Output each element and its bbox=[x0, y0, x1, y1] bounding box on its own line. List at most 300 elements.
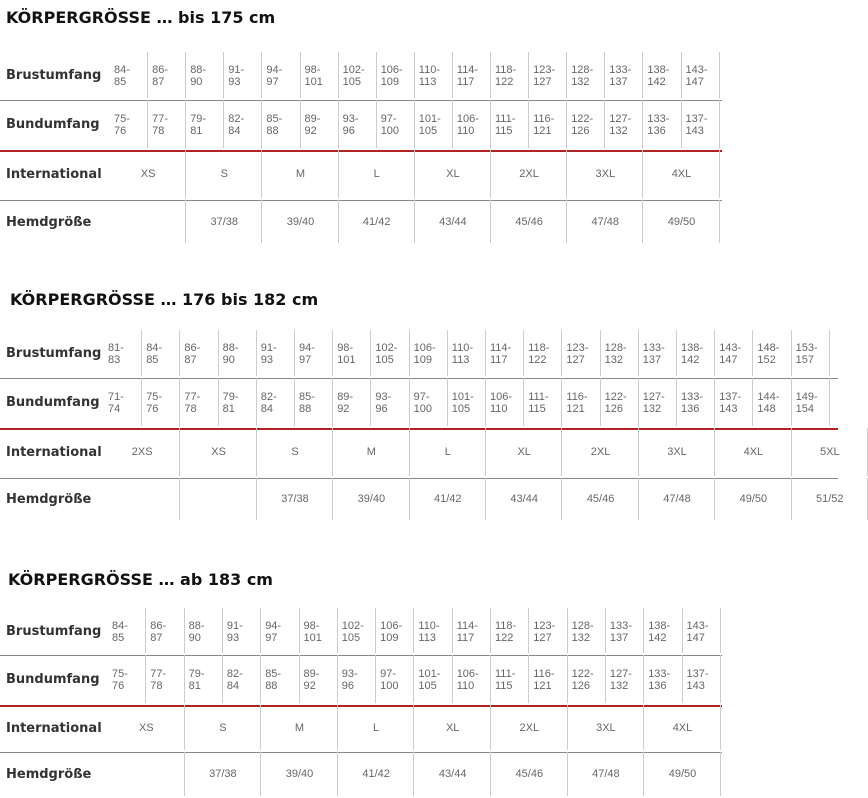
range-start: 123- bbox=[533, 64, 556, 76]
range-end: 132 bbox=[642, 403, 662, 415]
column-divider bbox=[720, 705, 721, 750]
international-size-cell: S bbox=[291, 446, 299, 458]
international-size-cell: L bbox=[444, 446, 451, 458]
range-start: 143- bbox=[719, 342, 742, 354]
chest-cell bbox=[148, 64, 186, 88]
range-end: 126 bbox=[571, 680, 590, 692]
range-end: 97 bbox=[266, 76, 279, 88]
range-start: 106- bbox=[380, 619, 403, 632]
range-start: 123- bbox=[533, 619, 556, 632]
column-divider bbox=[719, 100, 720, 148]
waist-cell bbox=[410, 391, 448, 415]
range-end: 83 bbox=[108, 354, 121, 366]
chest-cell bbox=[339, 64, 377, 88]
waist-cell bbox=[568, 668, 606, 692]
range-end: 136 bbox=[648, 680, 667, 692]
international-row-label: International bbox=[6, 445, 102, 460]
chest-cell bbox=[300, 620, 338, 644]
hemdgroesse-row-label: Hemdgröße bbox=[6, 214, 92, 230]
shirt-size-cell: 45/46 bbox=[515, 215, 543, 228]
chest-cell bbox=[142, 342, 180, 366]
range-end: 81 bbox=[222, 403, 235, 415]
waist-cell bbox=[567, 113, 605, 137]
waist-cell bbox=[448, 391, 486, 415]
range-end: 105 bbox=[375, 354, 394, 366]
range-start: 86- bbox=[150, 619, 167, 632]
bundumfang-row-label: Bundumfang bbox=[6, 117, 100, 132]
range-end: 136 bbox=[647, 125, 666, 137]
waist-cell bbox=[108, 668, 146, 692]
range-start: 97- bbox=[413, 391, 430, 403]
range-end: 76 bbox=[114, 125, 127, 137]
range-start: 133- bbox=[609, 64, 632, 76]
red-divider-line bbox=[0, 150, 722, 152]
waist-cell bbox=[677, 391, 715, 415]
shirt-size-cell: 49/50 bbox=[668, 768, 697, 780]
waist-cell bbox=[224, 113, 262, 137]
range-end: 122 bbox=[528, 354, 547, 366]
range-start: 114- bbox=[456, 64, 479, 76]
range-start: 116- bbox=[566, 391, 588, 403]
range-end: 115 bbox=[495, 680, 513, 692]
range-end: 88 bbox=[299, 403, 312, 415]
chest-cell bbox=[562, 342, 600, 366]
range-end: 122 bbox=[495, 76, 514, 88]
range-end: 137 bbox=[609, 631, 629, 644]
range-start: 106- bbox=[490, 391, 513, 403]
range-end: 81 bbox=[190, 125, 203, 137]
range-start: 77- bbox=[184, 391, 201, 403]
brustumfang-row-label: Brustumfang bbox=[6, 346, 102, 361]
waist-cell bbox=[529, 113, 567, 137]
range-start: 122- bbox=[571, 113, 594, 125]
range-end: 121 bbox=[566, 403, 585, 415]
range-start: 85- bbox=[265, 668, 282, 680]
waist-cell bbox=[376, 668, 414, 692]
range-start: 118- bbox=[495, 619, 517, 632]
shirt-size-cell: 41/42 bbox=[434, 493, 462, 505]
range-end: 127 bbox=[533, 631, 552, 644]
range-end: 97 bbox=[299, 354, 312, 366]
waist-cell bbox=[110, 113, 148, 137]
waist-cell bbox=[644, 668, 682, 692]
chest-cell bbox=[448, 342, 486, 366]
range-start: 110- bbox=[418, 619, 440, 632]
shirt-size-cell: 37/38 bbox=[210, 215, 239, 228]
chest-cell bbox=[639, 342, 677, 366]
chest-cell bbox=[257, 342, 295, 366]
range-start: 98- bbox=[337, 342, 354, 354]
range-start: 89- bbox=[304, 113, 321, 125]
waist-cell bbox=[486, 391, 524, 415]
range-end: 148 bbox=[757, 403, 776, 415]
range-start: 133- bbox=[642, 342, 665, 354]
chest-cell bbox=[180, 342, 218, 366]
range-start: 86- bbox=[184, 342, 201, 354]
waist-cell bbox=[186, 113, 224, 137]
range-end: 143 bbox=[719, 403, 738, 415]
range-start: 106- bbox=[413, 342, 436, 354]
waist-cell bbox=[414, 668, 452, 692]
range-end: 142 bbox=[681, 354, 700, 366]
international-size-cell: XS bbox=[138, 721, 154, 734]
waist-cell bbox=[453, 113, 491, 137]
range-end: 105 bbox=[451, 403, 471, 415]
chest-cell bbox=[792, 342, 830, 366]
international-size-cell: 4XL bbox=[672, 721, 693, 734]
range-start: 137- bbox=[686, 668, 709, 680]
range-start: 98- bbox=[303, 619, 320, 632]
range-end: 132 bbox=[571, 76, 590, 88]
waist-cell bbox=[300, 668, 338, 692]
range-start: 116- bbox=[533, 113, 555, 125]
range-end: 117 bbox=[456, 631, 475, 644]
chest-cell bbox=[223, 620, 261, 644]
waist-cell bbox=[682, 113, 720, 137]
range-end: 100 bbox=[413, 403, 432, 415]
shirt-size-cell: 49/50 bbox=[667, 215, 696, 228]
waist-cell bbox=[185, 668, 223, 692]
range-start: 143- bbox=[685, 64, 708, 76]
range-start: 144- bbox=[757, 391, 780, 403]
range-start: 148- bbox=[757, 342, 780, 354]
waist-cell bbox=[415, 113, 453, 137]
range-start: 127- bbox=[609, 113, 632, 125]
range-start: 88- bbox=[222, 342, 239, 354]
range-end: 122 bbox=[495, 631, 514, 644]
range-start: 138- bbox=[647, 64, 670, 76]
waist-cell bbox=[639, 391, 677, 415]
international-size-cell: 3XL bbox=[667, 446, 687, 458]
range-start: 133- bbox=[647, 113, 670, 125]
range-start: 106- bbox=[456, 113, 479, 125]
chest-cell bbox=[377, 64, 415, 88]
waist-cell bbox=[524, 391, 562, 415]
range-end: 115 bbox=[495, 125, 513, 137]
range-start: 91- bbox=[226, 619, 243, 632]
range-end: 93 bbox=[226, 631, 240, 644]
range-end: 126 bbox=[604, 403, 623, 415]
range-start: 93- bbox=[342, 113, 359, 125]
shirt-size-cell: 41/42 bbox=[362, 768, 390, 780]
column-divider bbox=[179, 478, 180, 520]
waist-cell bbox=[601, 391, 639, 415]
international-size-cell: XL bbox=[445, 721, 460, 734]
waist-cell bbox=[339, 113, 377, 137]
range-end: 147 bbox=[719, 354, 738, 366]
range-end: 152 bbox=[757, 354, 776, 366]
range-end: 117 bbox=[456, 76, 475, 88]
chest-cell bbox=[371, 342, 409, 366]
waist-cell bbox=[148, 113, 186, 137]
shirt-size-cell: 39/40 bbox=[286, 215, 315, 228]
range-end: 90 bbox=[222, 354, 235, 366]
chest-cell bbox=[185, 620, 223, 644]
red-divider-line bbox=[0, 705, 722, 707]
chest-cell bbox=[295, 342, 333, 366]
waist-cell bbox=[142, 391, 180, 415]
chest-cell bbox=[491, 64, 529, 88]
range-start: 82- bbox=[228, 113, 245, 125]
waist-cell bbox=[792, 391, 830, 415]
range-end: 126 bbox=[571, 125, 590, 137]
shirt-size-cell: 39/40 bbox=[357, 493, 386, 505]
range-start: 93- bbox=[341, 668, 358, 680]
waist-cell bbox=[453, 668, 491, 692]
chest-cell bbox=[453, 620, 491, 644]
range-end: 147 bbox=[686, 631, 705, 644]
range-start: 114- bbox=[490, 342, 512, 354]
range-end: 142 bbox=[647, 76, 666, 88]
range-end: 96 bbox=[341, 680, 355, 692]
range-start: 101- bbox=[418, 113, 441, 125]
international-size-cell: L bbox=[373, 721, 380, 734]
range-start: 71- bbox=[108, 391, 124, 403]
range-start: 85- bbox=[266, 113, 283, 125]
range-start: 111- bbox=[528, 391, 549, 403]
range-start: 133- bbox=[609, 619, 632, 632]
column-divider bbox=[720, 608, 721, 653]
range-end: 96 bbox=[342, 125, 355, 137]
range-end: 76 bbox=[146, 403, 159, 415]
range-start: 75- bbox=[112, 668, 128, 680]
range-start: 79- bbox=[188, 668, 205, 680]
waist-cell bbox=[643, 113, 681, 137]
range-end: 85 bbox=[146, 354, 159, 366]
range-end: 78 bbox=[150, 680, 163, 692]
range-start: 106- bbox=[456, 668, 479, 680]
range-start: 82- bbox=[260, 391, 277, 403]
range-end: 110 bbox=[456, 680, 475, 692]
range-end: 105 bbox=[418, 125, 438, 137]
range-start: 93- bbox=[375, 391, 392, 403]
chest-cell bbox=[491, 620, 529, 644]
international-size-cell: 2XL bbox=[590, 446, 611, 458]
range-end: 100 bbox=[380, 680, 399, 692]
section-title: KÖRPERGRÖSSE … ab 183 cm bbox=[8, 570, 273, 589]
range-end: 113 bbox=[418, 631, 436, 644]
range-end: 154 bbox=[795, 403, 814, 415]
range-start: 110- bbox=[451, 342, 473, 354]
chest-cell bbox=[568, 620, 606, 644]
range-end: 137 bbox=[609, 76, 628, 88]
chest-cell bbox=[338, 620, 376, 644]
range-start: 118- bbox=[495, 64, 517, 76]
column-divider bbox=[829, 330, 830, 376]
range-end: 142 bbox=[648, 631, 667, 644]
shirt-size-cell: 51/52 bbox=[816, 493, 844, 505]
range-start: 102- bbox=[342, 64, 365, 76]
range-start: 111- bbox=[495, 113, 516, 125]
range-end: 110 bbox=[456, 125, 475, 137]
range-end: 136 bbox=[681, 403, 700, 415]
shirt-size-cell: 49/50 bbox=[739, 493, 768, 505]
column-divider bbox=[720, 655, 721, 703]
range-start: 127- bbox=[642, 391, 665, 403]
range-end: 93 bbox=[260, 354, 274, 366]
range-end: 121 bbox=[533, 680, 552, 692]
chest-cell bbox=[333, 342, 371, 366]
range-end: 110 bbox=[490, 403, 508, 415]
chest-cell bbox=[606, 620, 644, 644]
waist-cell bbox=[683, 668, 721, 692]
international-row-label: International bbox=[6, 720, 102, 736]
range-start: 79- bbox=[190, 113, 207, 125]
range-start: 91- bbox=[228, 64, 245, 76]
range-end: 87 bbox=[152, 76, 165, 88]
international-size-cell: 3XL bbox=[595, 168, 616, 180]
range-end: 113 bbox=[451, 354, 470, 366]
range-start: 138- bbox=[681, 342, 704, 354]
range-end: 132 bbox=[609, 125, 628, 137]
range-start: 88- bbox=[188, 619, 205, 632]
bundumfang-row-label: Bundumfang bbox=[6, 395, 100, 410]
range-start: 98- bbox=[304, 64, 321, 76]
range-start: 116- bbox=[533, 668, 555, 680]
waist-cell bbox=[491, 113, 529, 137]
range-end: 101 bbox=[303, 631, 322, 644]
range-start: 75- bbox=[146, 391, 163, 403]
waist-cell bbox=[562, 391, 600, 415]
waist-cell bbox=[262, 113, 300, 137]
range-start: 94- bbox=[266, 64, 283, 76]
range-start: 153- bbox=[795, 342, 818, 354]
international-size-cell: S bbox=[220, 168, 228, 180]
international-size-cell: 3XL bbox=[596, 721, 616, 734]
range-start: 85- bbox=[299, 391, 315, 403]
waist-cell bbox=[529, 668, 567, 692]
range-end: 143 bbox=[686, 680, 705, 692]
hemdgroesse-row-label: Hemdgröße bbox=[6, 492, 92, 507]
waist-cell bbox=[301, 113, 339, 137]
range-start: 128- bbox=[604, 342, 627, 354]
chest-cell bbox=[677, 342, 715, 366]
range-end: 90 bbox=[188, 631, 201, 644]
range-start: 110- bbox=[418, 64, 440, 76]
range-start: 118- bbox=[528, 342, 550, 354]
range-end: 92 bbox=[304, 125, 317, 137]
shirt-size-cell: 45/46 bbox=[586, 493, 615, 505]
range-start: 111- bbox=[495, 668, 516, 680]
international-size-cell: M bbox=[295, 168, 306, 180]
shirt-size-cell: 43/44 bbox=[438, 768, 467, 780]
red-divider-line bbox=[0, 428, 838, 430]
shirt-size-cell: 45/46 bbox=[515, 768, 544, 780]
range-end: 92 bbox=[337, 403, 350, 415]
range-end: 157 bbox=[795, 354, 814, 366]
shirt-size-cell: 43/44 bbox=[510, 493, 538, 505]
international-size-cell: 4XL bbox=[743, 446, 764, 458]
range-start: 97- bbox=[380, 113, 397, 125]
range-end: 132 bbox=[604, 354, 623, 366]
range-start: 138- bbox=[648, 619, 671, 632]
chest-cell bbox=[261, 620, 299, 644]
chest-cell bbox=[104, 342, 142, 366]
column-divider bbox=[719, 200, 720, 243]
waist-cell bbox=[104, 391, 142, 415]
waist-cell bbox=[377, 113, 415, 137]
row-divider-line bbox=[0, 200, 722, 201]
hemdgroesse-row-label: Hemdgröße bbox=[6, 767, 92, 782]
range-end: 90 bbox=[190, 76, 203, 88]
range-end: 87 bbox=[150, 631, 163, 644]
shirt-size-cell: 43/44 bbox=[439, 215, 467, 228]
range-start: 106- bbox=[380, 64, 403, 76]
range-end: 93 bbox=[228, 76, 241, 88]
waist-cell bbox=[491, 668, 529, 692]
row-divider-line bbox=[0, 478, 838, 479]
range-start: 89- bbox=[337, 391, 354, 403]
international-size-cell: S bbox=[219, 721, 227, 734]
range-end: 121 bbox=[533, 125, 552, 137]
range-end: 101 bbox=[337, 354, 356, 366]
shirt-size-cell: 39/40 bbox=[285, 768, 314, 780]
range-end: 132 bbox=[571, 631, 590, 644]
range-end: 78 bbox=[184, 403, 197, 415]
chest-cell bbox=[567, 64, 605, 88]
shirt-size-cell: 41/42 bbox=[362, 215, 391, 228]
waist-cell bbox=[606, 668, 644, 692]
range-start: 133- bbox=[681, 391, 704, 403]
range-end: 81 bbox=[188, 680, 201, 692]
range-end: 143 bbox=[685, 125, 704, 137]
range-start: 123- bbox=[566, 342, 589, 354]
range-start: 133- bbox=[648, 668, 671, 680]
international-size-cell: 2XS bbox=[131, 446, 153, 458]
range-end: 132 bbox=[609, 680, 629, 692]
range-end: 85 bbox=[114, 76, 127, 88]
waist-cell bbox=[180, 391, 218, 415]
international-size-cell: XS bbox=[140, 168, 156, 180]
chest-cell bbox=[529, 64, 567, 88]
range-start: 94- bbox=[299, 342, 315, 354]
range-start: 128- bbox=[571, 64, 594, 76]
range-start: 94- bbox=[265, 619, 282, 632]
range-end: 96 bbox=[375, 403, 388, 415]
chest-cell bbox=[486, 342, 524, 366]
waist-cell bbox=[223, 668, 261, 692]
range-end: 113 bbox=[418, 76, 437, 88]
range-start: 82- bbox=[226, 668, 243, 680]
range-end: 127 bbox=[566, 354, 585, 366]
chest-cell bbox=[524, 342, 562, 366]
row-divider-line bbox=[0, 378, 838, 379]
bundumfang-row-label: Bundumfang bbox=[6, 672, 100, 687]
column-divider bbox=[719, 150, 720, 198]
range-start: 77- bbox=[150, 668, 167, 680]
range-start: 114- bbox=[456, 619, 478, 632]
range-end: 105 bbox=[342, 76, 361, 88]
international-size-cell: 4XL bbox=[671, 168, 692, 180]
chest-cell bbox=[753, 342, 791, 366]
range-end: 97 bbox=[265, 631, 278, 644]
chest-cell bbox=[224, 64, 262, 88]
chest-cell bbox=[108, 620, 146, 644]
waist-cell bbox=[257, 391, 295, 415]
chest-cell bbox=[715, 342, 753, 366]
column-divider bbox=[720, 752, 721, 796]
international-size-cell: M bbox=[366, 446, 376, 458]
range-end: 87 bbox=[184, 354, 197, 366]
waist-cell bbox=[605, 113, 643, 137]
chest-cell bbox=[301, 64, 339, 88]
chest-cell bbox=[219, 342, 257, 366]
range-end: 100 bbox=[380, 125, 400, 137]
international-row-label: International bbox=[6, 167, 102, 182]
range-start: 122- bbox=[571, 668, 594, 680]
range-end: 88 bbox=[265, 680, 278, 692]
column-divider bbox=[719, 52, 720, 98]
